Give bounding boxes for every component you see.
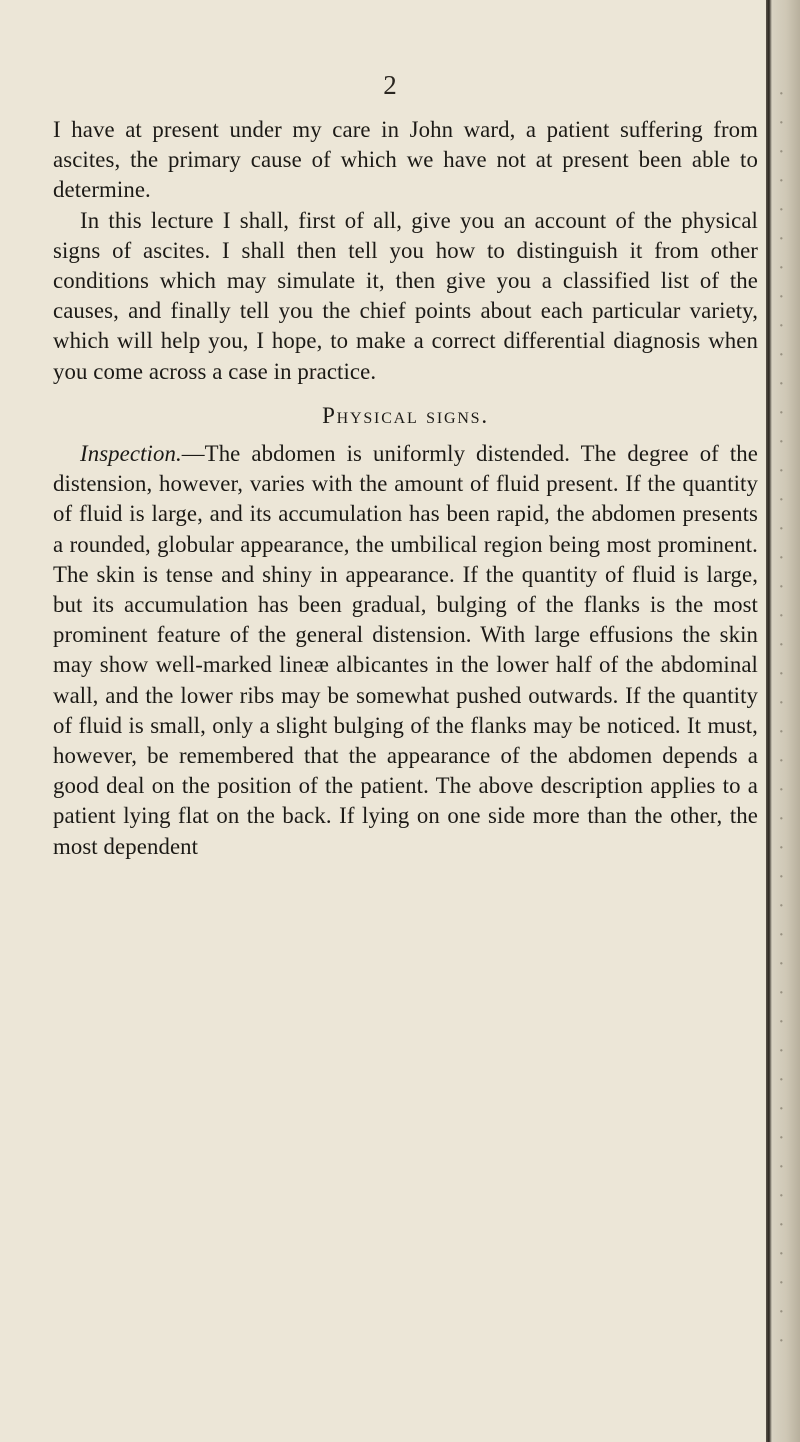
inspection-lead: Inspection. [80, 441, 182, 467]
intro-paragraph: I have at present under my care in John ward, a patient suffering from ascites, the primary cause of which we have not at present been able to determine. [53, 117, 758, 203]
section-heading: Physical signs. [322, 402, 489, 428]
inspection-text: —The abdomen is uniformly distended. The degree of the distension, however, varies with the amount of fluid present. If the quantity of fluid is large, and its accumulation has been rapid, the abdomen presents a rounded, globular appearance, the umbilical region being most prominent. The skin is tense and shiny in appearance. If the quantity of fluid is large, but its accumulation has been gradual, bulging of the flanks is the most prominent feature of the general distension. With large effusions the skin may show well-marked lineæ albicantes in the lower half of the abdominal wall, and the lower ribs may be somewhat pushed outwards. If the quantity of fluid is small, only a slight bulging of the flanks may be noticed. It must, however, be remembered that the appearance of the abdomen depends a good deal on the position of the patient. The above description applies to a patient lying flat on the back. If lying on one side more than the other, the most dependent [53, 441, 758, 859]
lecture-outline-paragraph: In this lecture I shall, first of all, give you an account of the physical signs of ascites. I shall then tell you how to distinguish it from other conditions which may simulate it, then give you a classified list of the causes, and finally tell you the chief points about each particular variety, which will help you, I hope, to make a correct differential diagnosis when you come across a case in practice. [53, 207, 758, 384]
facing-page-edge: · · · · · · · · · · · · · · · · · · · · · · · · · · · · · · · · · · · · · · · · · · · · [778, 83, 785, 1352]
page-body [53, 115, 758, 862]
inspection-paragraph [53, 439, 758, 862]
page-number: 2 [383, 70, 397, 100]
